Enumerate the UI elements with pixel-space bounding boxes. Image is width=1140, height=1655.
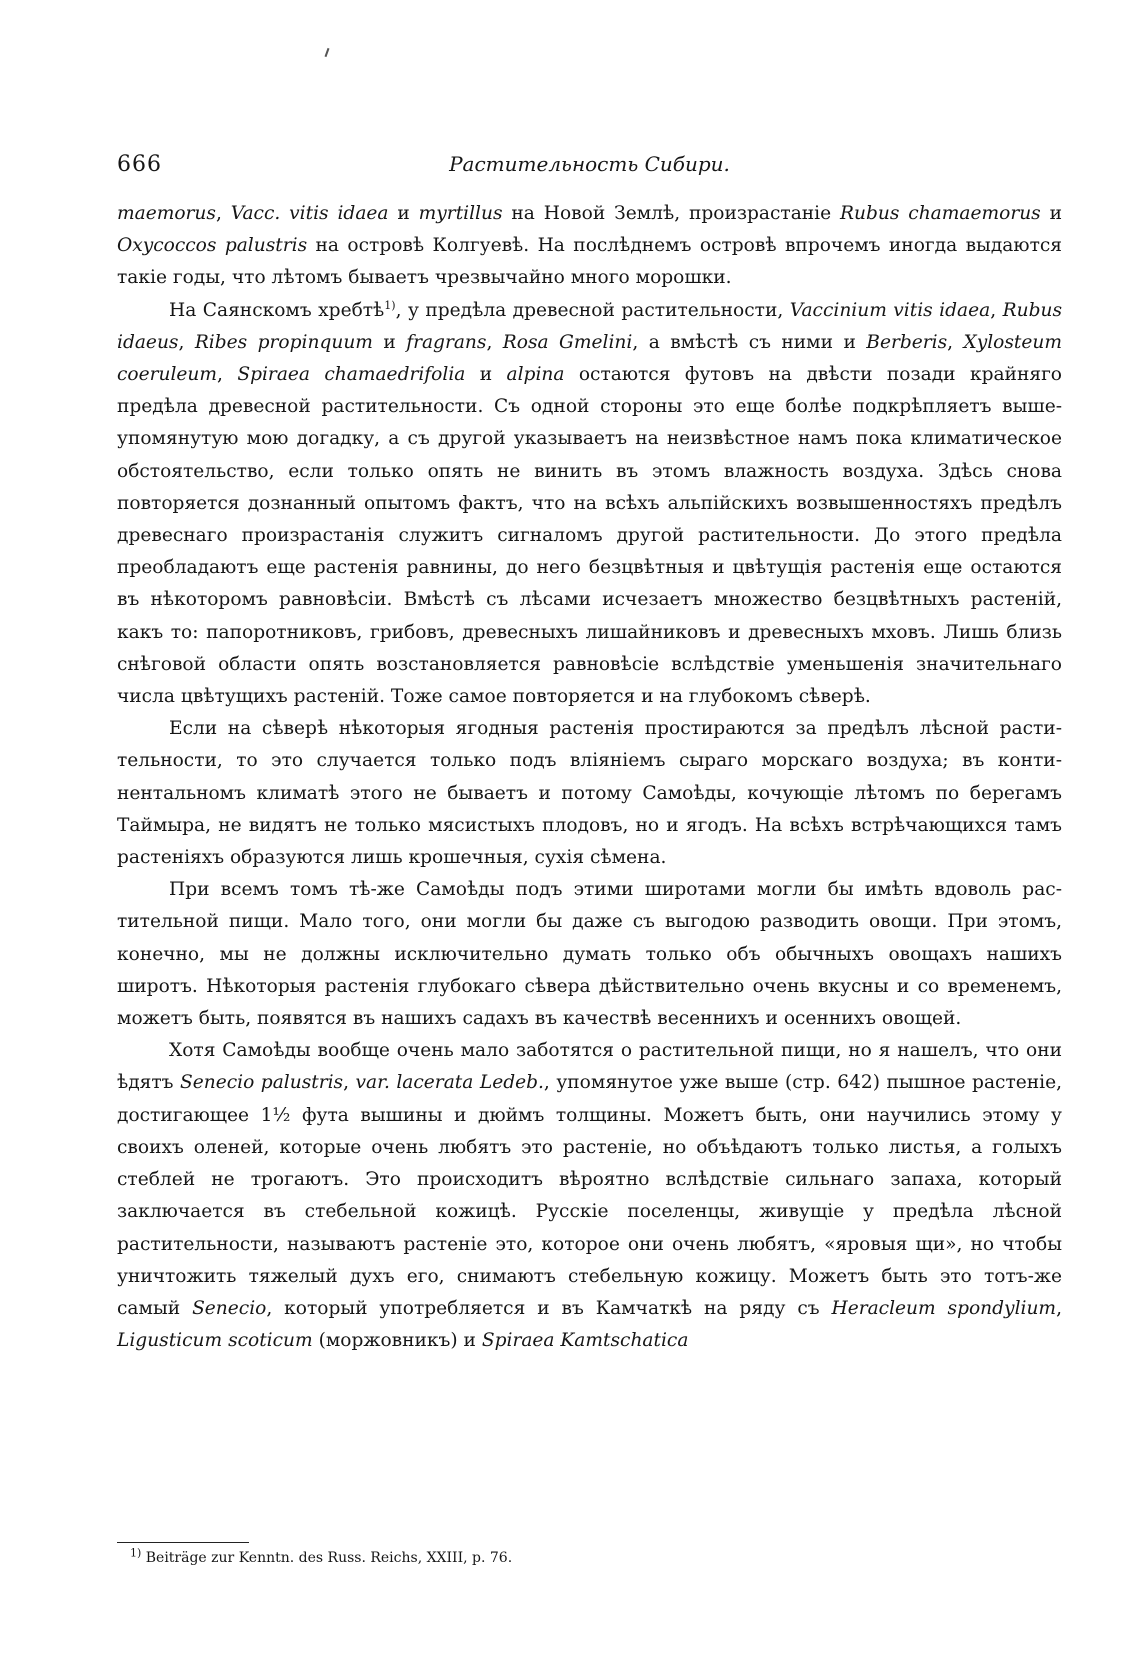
latin-taxon: Berberis: [866, 331, 948, 353]
latin-taxon: Rosa Gmelini: [502, 331, 633, 353]
paragraph: [117, 874, 1062, 1035]
text-run: и: [388, 203, 419, 224]
text-run: ,: [217, 364, 238, 386]
text-run: ,: [178, 331, 195, 353]
footnote: [130, 1548, 512, 1568]
text-run: , а вмѣстѣ съ ними и: [632, 331, 867, 353]
text-run: Хотя Самоѣды вообще очень мало заботятся о растительной пищи, но я нашелъ, что они ѣдятъ: [117, 1040, 1062, 1094]
text-run: , у предѣла древесной растительности,: [395, 299, 790, 321]
text-run: ,: [215, 203, 231, 224]
text-run: ,: [990, 299, 1003, 321]
paragraph: [117, 713, 1062, 874]
footnote-marker: 1): [130, 1546, 142, 1560]
scan-artifact: [325, 48, 330, 57]
latin-taxon: maemorus: [117, 203, 216, 224]
latin-taxon: alpina: [506, 364, 565, 386]
latin-taxon: Ribes propinquum: [194, 331, 373, 353]
latin-taxon: Spiraea Kamtschatica: [481, 1330, 689, 1352]
latin-taxon: Spiraea chamaedrifolia: [237, 364, 466, 386]
latin-taxon: Vacc. vitis idaea: [230, 203, 389, 224]
latin-taxon: Senecio: [192, 1297, 267, 1319]
text-run: Если на сѣверѣ нѣкоторыя ягодныя растенія простираются за предѣлъ лѣсной растительности, то это случается только подъ вліяніемъ сыраго морскаго воздуха; въ континентальномъ климатѣ этого не бываетъ и потому Самоѣды, кочующіе лѣтомъ по берегамъ Таймыра, не видятъ не только мясистыхъ плодовъ, но и ягодъ. На всѣхъ встрѣчающихся тамъ растеніяхъ образуются лишь крошечныя, сухія сѣмена.: [117, 718, 1062, 869]
latin-taxon: Oxycoccos palustris: [117, 235, 308, 257]
footnote-ref: 1): [384, 298, 396, 312]
text-run: остаются футовъ на двѣсти позади крайняго предѣла древесной растительности. Съ одной стороны это еще болѣе подкрѣпляетъ вышеупомянутую мою догадку, а съ другой указываетъ на неизвѣстное намъ пока климатическое обстоятельство, если только опять не винить въ этомъ влажность воздуха. Здѣсь снова повторяется дознанный опытомъ фактъ, что на всѣхъ альпійскихъ возвышенностяхъ предѣлъ древеснаго произрастанія служитъ сигналомъ другой растительности. До этого предѣла преобладаютъ еще растенія равнины, до него безцвѣтныя и цвѣтущія растенія еще остаются въ нѣкоторомъ равновѣсіи. Вмѣстѣ съ лѣсами исчезаетъ множество безцвѣтныхъ растеній, какъ то: папоротниковъ, грибовъ, древесныхъ лишайниковъ и древесныхъ мховъ. Лишь близь снѣговой области опять возстановляется равновѣсіе вслѣдствіе уменьшенія значительнаго числа цвѣтущихъ растеній. Тоже самое повторяется и на глубокомъ сѣверѣ.: [117, 364, 1063, 708]
text-run: на островѣ Колгуевѣ. На послѣднемъ островѣ впрочемъ иногда выдаются такіе годы, что лѣтомъ бываетъ чрезвычайно много морошки.: [117, 235, 1062, 289]
latin-taxon: myrtillus: [418, 203, 503, 224]
body-text: [117, 198, 1062, 1357]
page-header: [117, 152, 1062, 188]
text-run: ,: [486, 331, 503, 353]
text-run: (моржовникъ) и: [312, 1330, 482, 1352]
text-run: При всемъ томъ тѣ-же Самоѣды подъ этими широтами могли бы имѣть вдоволь растительной пищи. Мало того, они могли бы даже съ выгодою разводить овощи. При этомъ, конечно, мы не должны исключительно думать только объ обычныхъ овощахъ нашихъ широтъ. Нѣкоторыя растенія глубокаго сѣвера дѣйствительно очень вкусны и со временемъ, можетъ быть, появятся въ нашихъ садахъ въ качествѣ весеннихъ и осеннихъ овощей.: [117, 879, 1062, 1030]
latin-taxon: Xylosteum coeruleum: [117, 331, 1062, 386]
paragraph: [117, 1035, 1062, 1357]
latin-taxon: Senecio palustris: [180, 1072, 344, 1094]
text-run: ,: [343, 1072, 356, 1094]
footnote-divider: [117, 1542, 249, 1543]
latin-taxon: Heracleum spondylium: [831, 1297, 1057, 1319]
latin-taxon: Vaccinium vitis idaea: [789, 299, 991, 321]
text-run: и: [1040, 203, 1062, 224]
page-number: 666: [117, 152, 162, 177]
latin-taxon: Rubus chamaemorus: [840, 203, 1041, 224]
text-run: ,: [947, 331, 964, 353]
latin-taxon: Rubus idaeus: [117, 299, 1062, 353]
latin-taxon: Ligusticum scoticum: [117, 1330, 313, 1352]
running-title: Растительность Сибири.: [449, 152, 730, 176]
text-run: и: [372, 331, 407, 353]
footnote-text: Beiträge zur Kenntn. des Russ. Reichs, XXIII, p. 76.: [141, 1550, 513, 1566]
text-run: , который употребляется и въ Камчаткѣ на ряду съ: [266, 1297, 832, 1319]
paragraph: [117, 295, 1062, 714]
text-run: на Новой Землѣ, произрастаніе: [502, 203, 841, 224]
text-run: ,: [1056, 1297, 1062, 1319]
latin-taxon: var. lacerata Ledeb.: [355, 1072, 544, 1094]
text-run: На Саянскомъ хребтѣ: [169, 299, 385, 321]
text-run: и: [465, 364, 507, 386]
latin-taxon: fragrans: [406, 331, 487, 353]
paragraph: [117, 198, 1062, 295]
text-run: , упомянутое уже выше (стр. 642) пышное растеніе, достигающее 1½ фута вышины и дюймъ толщины. Можетъ быть, они научились этому у своихъ оленей, которые очень любятъ это растеніе, но объѣдаютъ только листья, а голыхъ стеблей не трогаютъ. Это происходитъ вѣроятно вслѣдствіе сильнаго запаха, который заключается въ стебельной кожицѣ. Русскіе поселенцы, живущіе у предѣла лѣсной растительности, называютъ растеніе это, которое они очень любятъ, «яровыя щи», но чтобы уничтожить тяжелый духъ его, снимаютъ стебельную кожицу. Можетъ быть это тотъ-же самый: [117, 1072, 1063, 1319]
